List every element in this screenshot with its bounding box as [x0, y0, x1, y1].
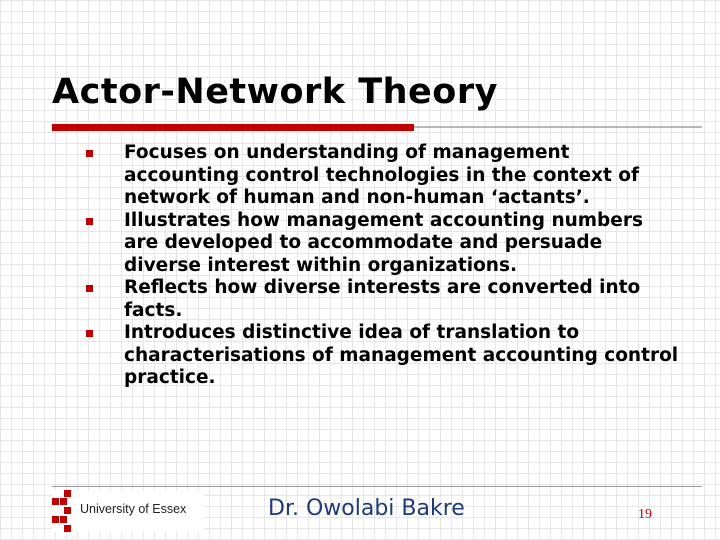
logo-text: University of Essex — [80, 502, 187, 516]
bullet-list — [0, 142, 720, 390]
square-bullet-icon — [86, 285, 93, 292]
title-accent-bar — [52, 124, 414, 131]
footer-author: Dr. Owolabi Bakre — [268, 496, 465, 521]
bullet-text: Focuses on understanding of management accounting control technologies in the context of network of human and non-human ‘actants’. — [124, 142, 640, 208]
essex-logo-icon — [52, 490, 78, 532]
square-bullet-icon — [86, 150, 93, 157]
bullet-item — [0, 142, 720, 210]
bullet-text: Reflects how diverse interests are converted into facts. — [124, 277, 641, 321]
square-bullet-icon — [86, 218, 93, 225]
footer-divider — [52, 486, 702, 487]
university-logo — [52, 490, 204, 532]
bullet-text: Illustrates how management accounting numbers are developed to accommodate and persuade diverse interest within organizations. — [124, 209, 643, 276]
bullet-item — [0, 277, 720, 322]
square-bullet-icon — [86, 330, 93, 337]
slide-title: Actor-Network Theory — [52, 72, 498, 112]
slide-number: 19 — [638, 507, 652, 522]
bullet-text: Introduces distinctive idea of translation to characterisations of management accounting control practice. — [124, 322, 679, 388]
bullet-item — [0, 322, 720, 390]
bullet-item — [0, 210, 720, 278]
